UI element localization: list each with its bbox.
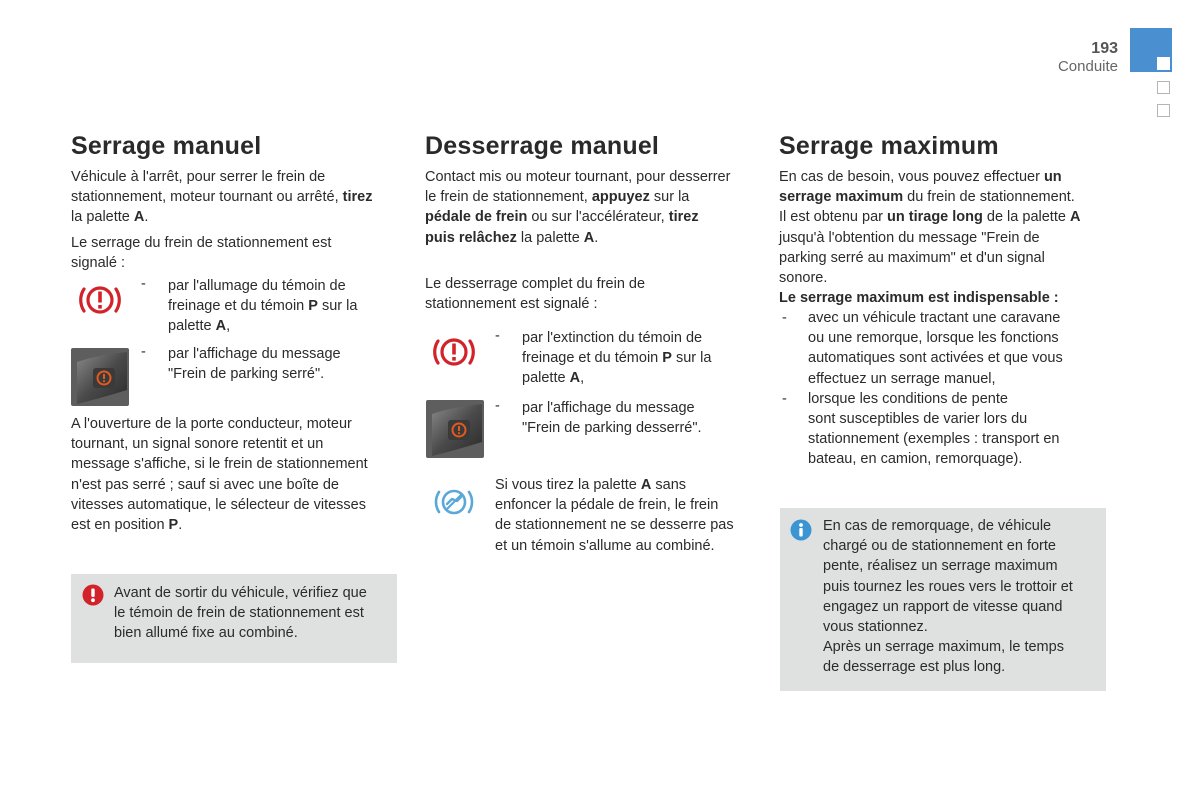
nav-square [1157, 57, 1170, 70]
col3-text: En cas de besoin, vous pouvez effectuer un serrage maximum du frein de stationnement. Il est obtenu par un tirage long de la palette A jusqu'à l'obtention du message "Frein de parking serré au maximum" et d'un signal sonore. Le serrage maximum est indispensable : [779, 169, 1081, 307]
col1-intro: Véhicule à l'arrêt, pour serrer le frein de stationnement, moteur tournant ou arrêté, tirez la palette A. [71, 169, 373, 226]
parking-brake-lever-photo [426, 400, 484, 458]
col1-item1: par l'allumage du témoin de freinage et du témoin P sur la palette A, [168, 278, 358, 335]
nav-square [1157, 81, 1170, 94]
heading-serrage-maximum: Serrage maximum [779, 132, 999, 160]
heading-serrage-manuel: Serrage manuel [71, 132, 262, 160]
col2-item2: par l'affichage du message "Frein de parking desserré". [522, 400, 702, 437]
info-icon [790, 519, 812, 546]
exclamation-icon [82, 584, 104, 611]
brake-warning-icon [424, 330, 484, 380]
nav-square [1157, 104, 1170, 117]
col2-item1: par l'extinction du témoin de freinage et du témoin P sur la palette A, [522, 330, 712, 387]
heading-desserrage-manuel: Desserrage manuel [425, 132, 660, 160]
col1-item2: par l'affichage du message "Frein de parking serré". [168, 346, 341, 383]
page-number: 193 [1091, 40, 1118, 57]
col2-warn-text: Si vous tirez la palette A sans enfoncer la pédale de frein, le frein de stationnement ne se desserre pas et un témoin s'allume au combiné. [495, 477, 734, 554]
list-item: - avec un véhicule tractant une caravane ou une remorque, lorsque les fonctions automatiques sont activées et que vous effectuez un serrage manuel, [779, 308, 1109, 389]
col1-signal-intro: Le serrage du frein de stationnement est signalé : [71, 235, 332, 272]
col3-bullets [779, 308, 1109, 470]
section-title: Conduite [1057, 58, 1118, 75]
col2-intro: Contact mis ou moteur tournant, pour desserrer le frein de stationnement, appuyez sur la pédale de frein ou sur l'accélérateur, tirez puis relâchez la palette A. [425, 169, 731, 246]
col2-signal-intro: Le desserrage complet du frein de stationnement est signalé : [425, 276, 646, 313]
col1-paragraph: A l'ouverture de la porte conducteur, moteur tournant, un signal sonore retentit et un message s'affiche, si le frein de stationnement n'est pas serré ; sauf si avec une boîte de vitesses automatique, le sélecteur de vitesses est en position P. [71, 416, 368, 534]
info-note: En cas de remorquage, de véhicule chargé ou de stationnement en forte pente, réalisez un serrage maximum puis tournez les roues vers le trottoir et engagez un rapport de vitesse quand vous stationnez. Après un serrage maximum, le temps de desserrage est plus long. [780, 508, 1106, 691]
list-item: - lorsque les conditions de pente sont susceptibles de varier lors du stationnement (exemples : transport en bateau, en camion, remorquage). [779, 389, 1109, 470]
parking-brake-lever-photo [71, 348, 129, 406]
brake-warning-icon [70, 278, 130, 328]
brake-pedal-forbidden-icon [430, 484, 478, 526]
warning-note: Avant de sortir du véhicule, vérifiez que le témoin de frein de stationnement est bien allumé fixe au combiné. [71, 574, 397, 663]
